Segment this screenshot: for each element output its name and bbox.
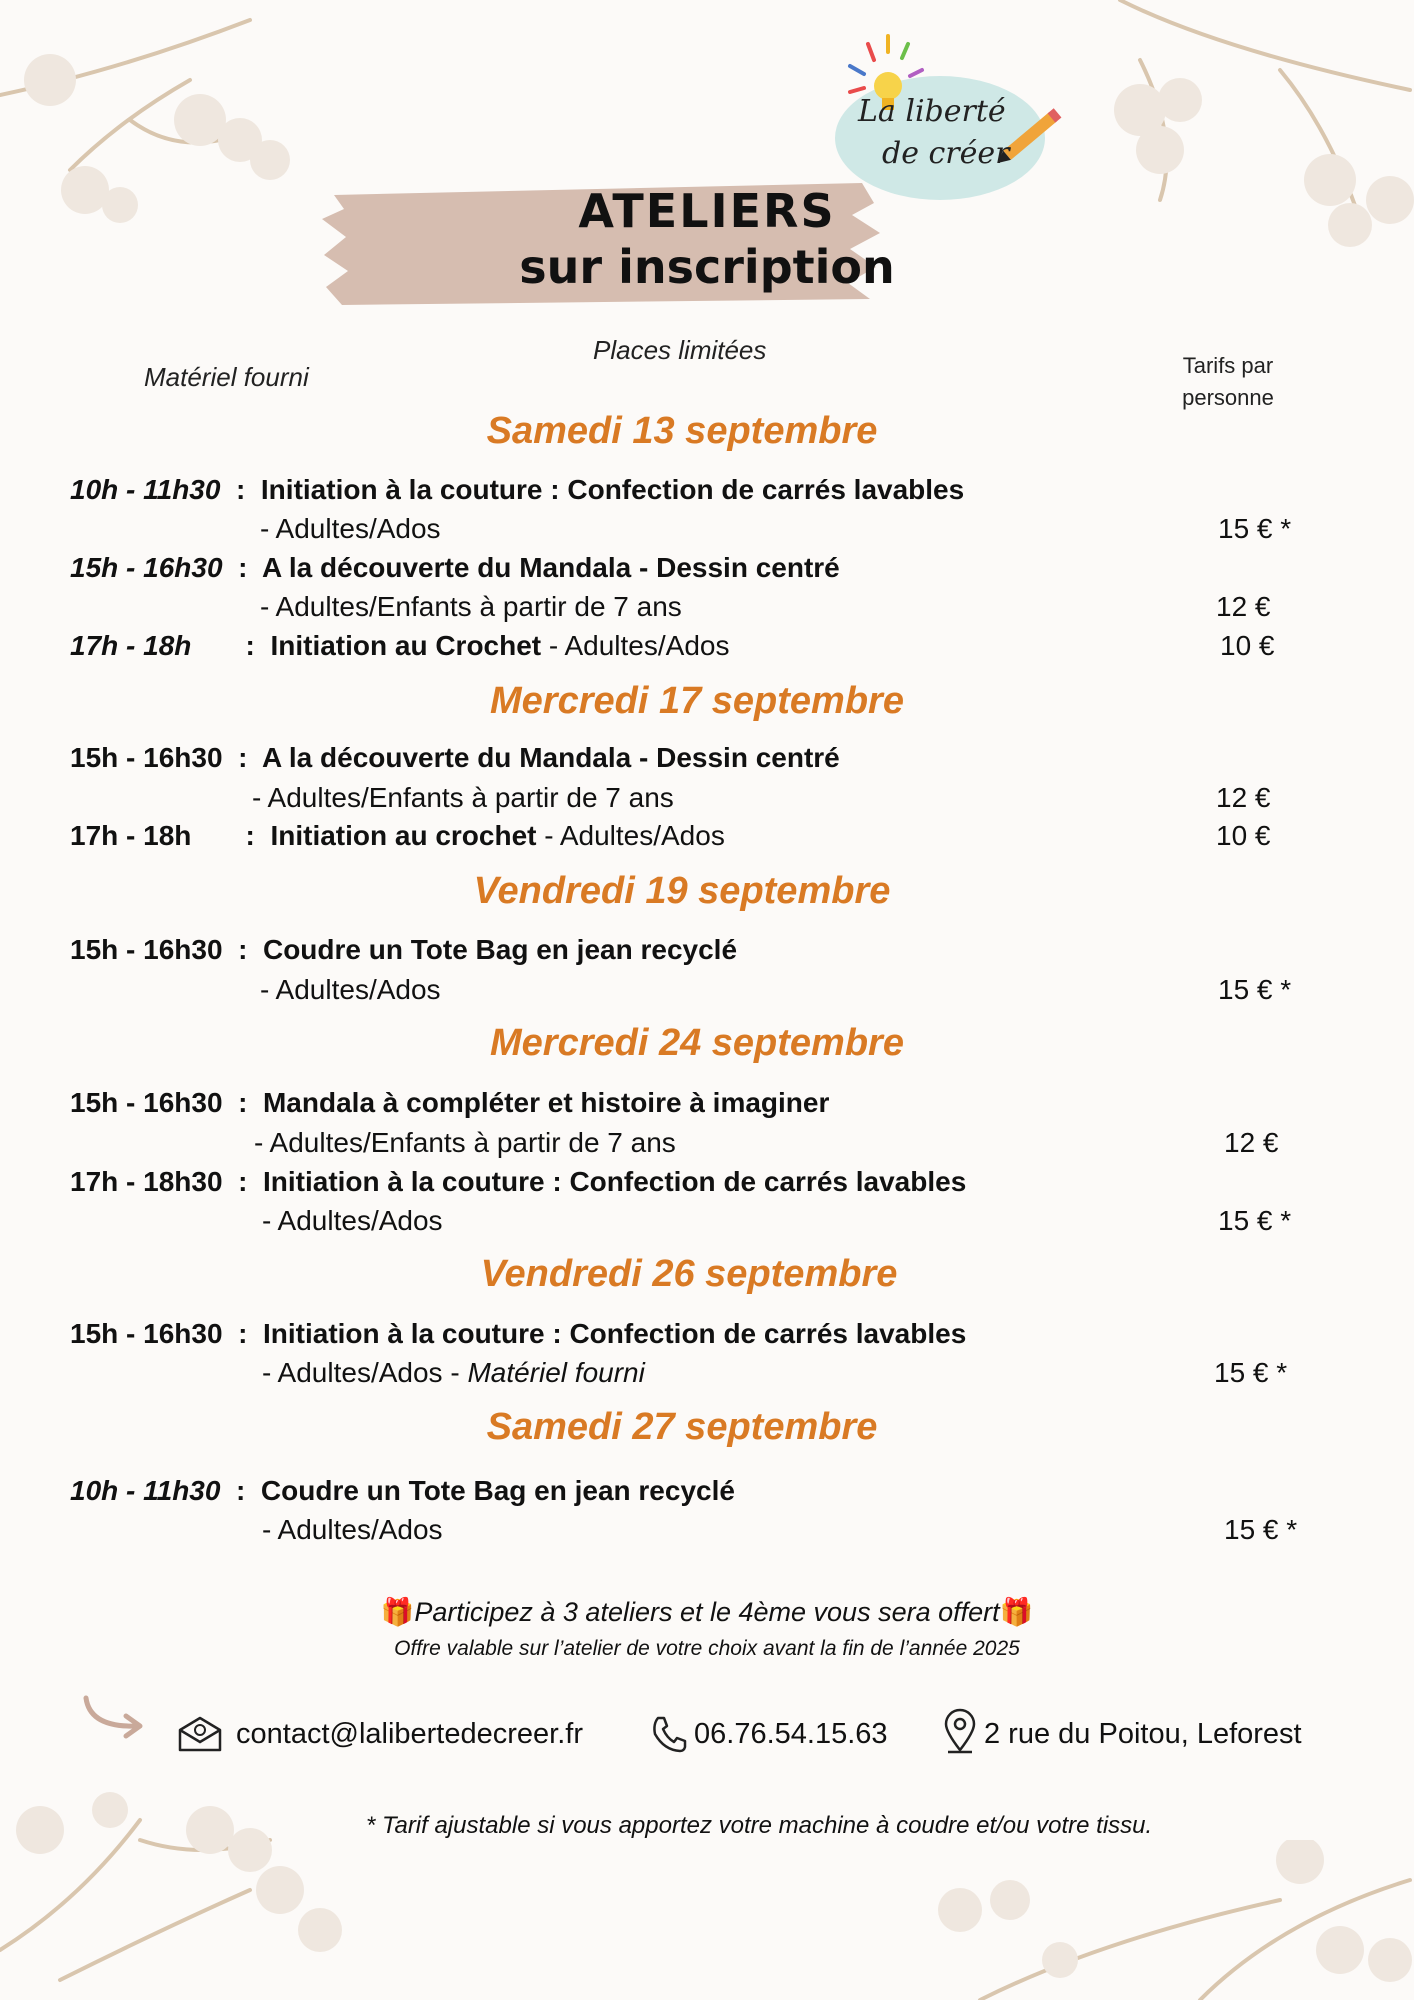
workshop-title: Initiation au crochet bbox=[270, 820, 537, 851]
loyalty-offer bbox=[0, 1596, 1414, 1628]
workshop-price: 15 € * bbox=[1218, 1205, 1292, 1236]
workshop-title: A la découverte du Mandala - Dessin centré bbox=[261, 552, 840, 583]
location-pin-icon bbox=[942, 1708, 978, 1754]
workshop-title: Coudre un Tote Bag en jean recyclé bbox=[262, 934, 738, 965]
workshop-price: 15 € * bbox=[1218, 974, 1292, 1005]
workshop-title: A la découverte du Mandala - Dessin centré bbox=[261, 742, 840, 773]
footnote: * Tarif ajustable si vous apportez votre machine à coudre et/ou votre tissu. bbox=[366, 1812, 1153, 1839]
workshop-time: 17h - 18h30 bbox=[70, 1166, 223, 1197]
phone-icon bbox=[650, 1714, 688, 1754]
workshop-audience: - Adultes/Ados bbox=[260, 513, 441, 544]
workshop-line: 15h - 16h30 : Initiation à la couture : Confection de carrés lavables bbox=[70, 1318, 967, 1349]
workshop-title: Coudre un Tote Bag en jean recyclé bbox=[260, 1475, 735, 1506]
workshop-line: 17h - 18h : Initiation au crochet - Adultes/Ados bbox=[70, 820, 725, 851]
workshop-audience: - Adultes/Ados - bbox=[262, 1357, 468, 1388]
places-limitees-note: Places limitées bbox=[593, 335, 767, 365]
workshop-time: 15h - 16h30 bbox=[70, 552, 223, 583]
workshop-title: Initiation à la couture : Confection de carrés lavables bbox=[260, 474, 965, 505]
tarifs-header bbox=[1140, 350, 1316, 414]
tarifs-header-line-1: Tarifs par bbox=[1182, 353, 1274, 378]
workshop-title: Initiation à la couture : Confection de carrés lavables bbox=[262, 1318, 967, 1349]
workshop-materiel-note: Matériel fourni bbox=[467, 1357, 645, 1388]
arrow-icon bbox=[80, 1690, 150, 1740]
workshop-audience: - Adultes/Ados bbox=[260, 974, 441, 1005]
workshop-audience: - Adultes/Ados bbox=[548, 630, 730, 661]
workshop-line: 15h - 16h30 : A la découverte du Mandala - Dessin centré bbox=[70, 742, 840, 773]
workshop-price: 10 € bbox=[1216, 820, 1271, 851]
workshop-time: 10h - 11h30 bbox=[70, 474, 221, 505]
flower-decoration-bottom-left bbox=[0, 1780, 400, 2000]
gift-icon: 🎁 bbox=[999, 1597, 1034, 1627]
logo-line-2: de créer bbox=[882, 136, 1010, 171]
tarifs-header-line-2: personne bbox=[1182, 384, 1274, 410]
workshop-audience: - Adultes/Enfants à partir de 7 ans bbox=[260, 591, 682, 622]
workshop-time: 15h - 16h30 bbox=[70, 742, 223, 773]
workshop-line: 17h - 18h30 : Initiation à la couture : Confection de carrés lavables bbox=[70, 1166, 967, 1197]
workshop-price: 15 € * bbox=[1218, 513, 1292, 544]
workshop-price: 12 € bbox=[1216, 591, 1271, 622]
flower-decoration-bottom-right bbox=[900, 1840, 1414, 2000]
workshop-time: 17h - 18h bbox=[70, 630, 192, 661]
workshop-audience: - Adultes/Ados bbox=[262, 1514, 443, 1545]
materiel-fourni-note: Matériel fourni bbox=[144, 362, 309, 392]
day-heading: Mercredi 17 septembre bbox=[490, 680, 904, 722]
day-heading: Samedi 27 septembre bbox=[486, 1406, 878, 1448]
workshop-price: 12 € bbox=[1224, 1127, 1279, 1158]
workshop-audience: - Adultes/Enfants à partir de 7 ans bbox=[252, 782, 674, 813]
workshop-time: 10h - 11h30 bbox=[70, 1475, 221, 1506]
page-subtitle: sur inscription bbox=[519, 240, 895, 294]
page-title: ATELIERS bbox=[578, 184, 836, 238]
day-heading: Mercredi 24 septembre bbox=[490, 1022, 904, 1064]
workshop-title: Initiation à la couture : Confection de carrés lavables bbox=[262, 1166, 967, 1197]
workshop-time: 17h - 18h bbox=[70, 820, 192, 851]
workshop-time: 15h - 16h30 bbox=[70, 934, 223, 965]
day-heading: Samedi 13 septembre bbox=[486, 410, 878, 452]
contact-phone-link[interactable]: 06.76.54.15.63 bbox=[694, 1718, 888, 1750]
workshop-time: 15h - 16h30 bbox=[70, 1318, 223, 1349]
workshop-title: Mandala à compléter et histoire à imaginer bbox=[262, 1087, 830, 1118]
workshop-time: 15h - 16h30 bbox=[70, 1087, 223, 1118]
gift-icon: 🎁 bbox=[380, 1597, 415, 1627]
contact-email-link[interactable]: contact@lalibertedecreer.fr bbox=[236, 1718, 583, 1750]
email-icon bbox=[176, 1714, 224, 1754]
workshop-price: 15 € * bbox=[1214, 1357, 1288, 1388]
contact-address: 2 rue du Poitou, Leforest bbox=[984, 1718, 1302, 1750]
workshop-line: 15h - 16h30 : Coudre un Tote Bag en jean recyclé bbox=[70, 934, 738, 965]
workshop-line: 10h - 11h30 : Initiation à la couture : Confection de carrés lavables bbox=[70, 474, 965, 505]
workshop-price: 10 € bbox=[1220, 630, 1275, 661]
workshop-line: 17h - 18h : Initiation au Crochet - Adultes/Ados bbox=[70, 630, 730, 661]
workshop-audience: - Adultes/Ados bbox=[544, 820, 725, 851]
workshop-line: 15h - 16h30 : Mandala à compléter et histoire à imaginer bbox=[70, 1087, 830, 1118]
offer-conditions: Offre valable sur l’atelier de votre choix avant la fin de l’année 2025 bbox=[394, 1637, 1020, 1660]
offer-text: Participez à 3 ateliers et le 4ème vous sera offert bbox=[414, 1597, 1000, 1627]
workshop-price: 12 € bbox=[1216, 782, 1271, 813]
workshop-price: 15 € * bbox=[1224, 1514, 1298, 1545]
workshop-audience: - Adultes/Enfants à partir de 7 ans bbox=[254, 1127, 676, 1158]
workshop-title: Initiation au Crochet bbox=[270, 630, 542, 661]
day-heading: Vendredi 19 septembre bbox=[473, 870, 891, 912]
day-heading: Vendredi 26 septembre bbox=[480, 1253, 898, 1295]
workshop-line: 10h - 11h30 : Coudre un Tote Bag en jean recyclé bbox=[70, 1475, 735, 1506]
logo-line-1: La liberté bbox=[858, 94, 1006, 129]
workshop-line: 15h - 16h30 : A la découverte du Mandala - Dessin centré bbox=[70, 552, 840, 583]
workshop-audience-line bbox=[262, 1357, 645, 1389]
workshop-audience: - Adultes/Ados bbox=[262, 1205, 443, 1236]
